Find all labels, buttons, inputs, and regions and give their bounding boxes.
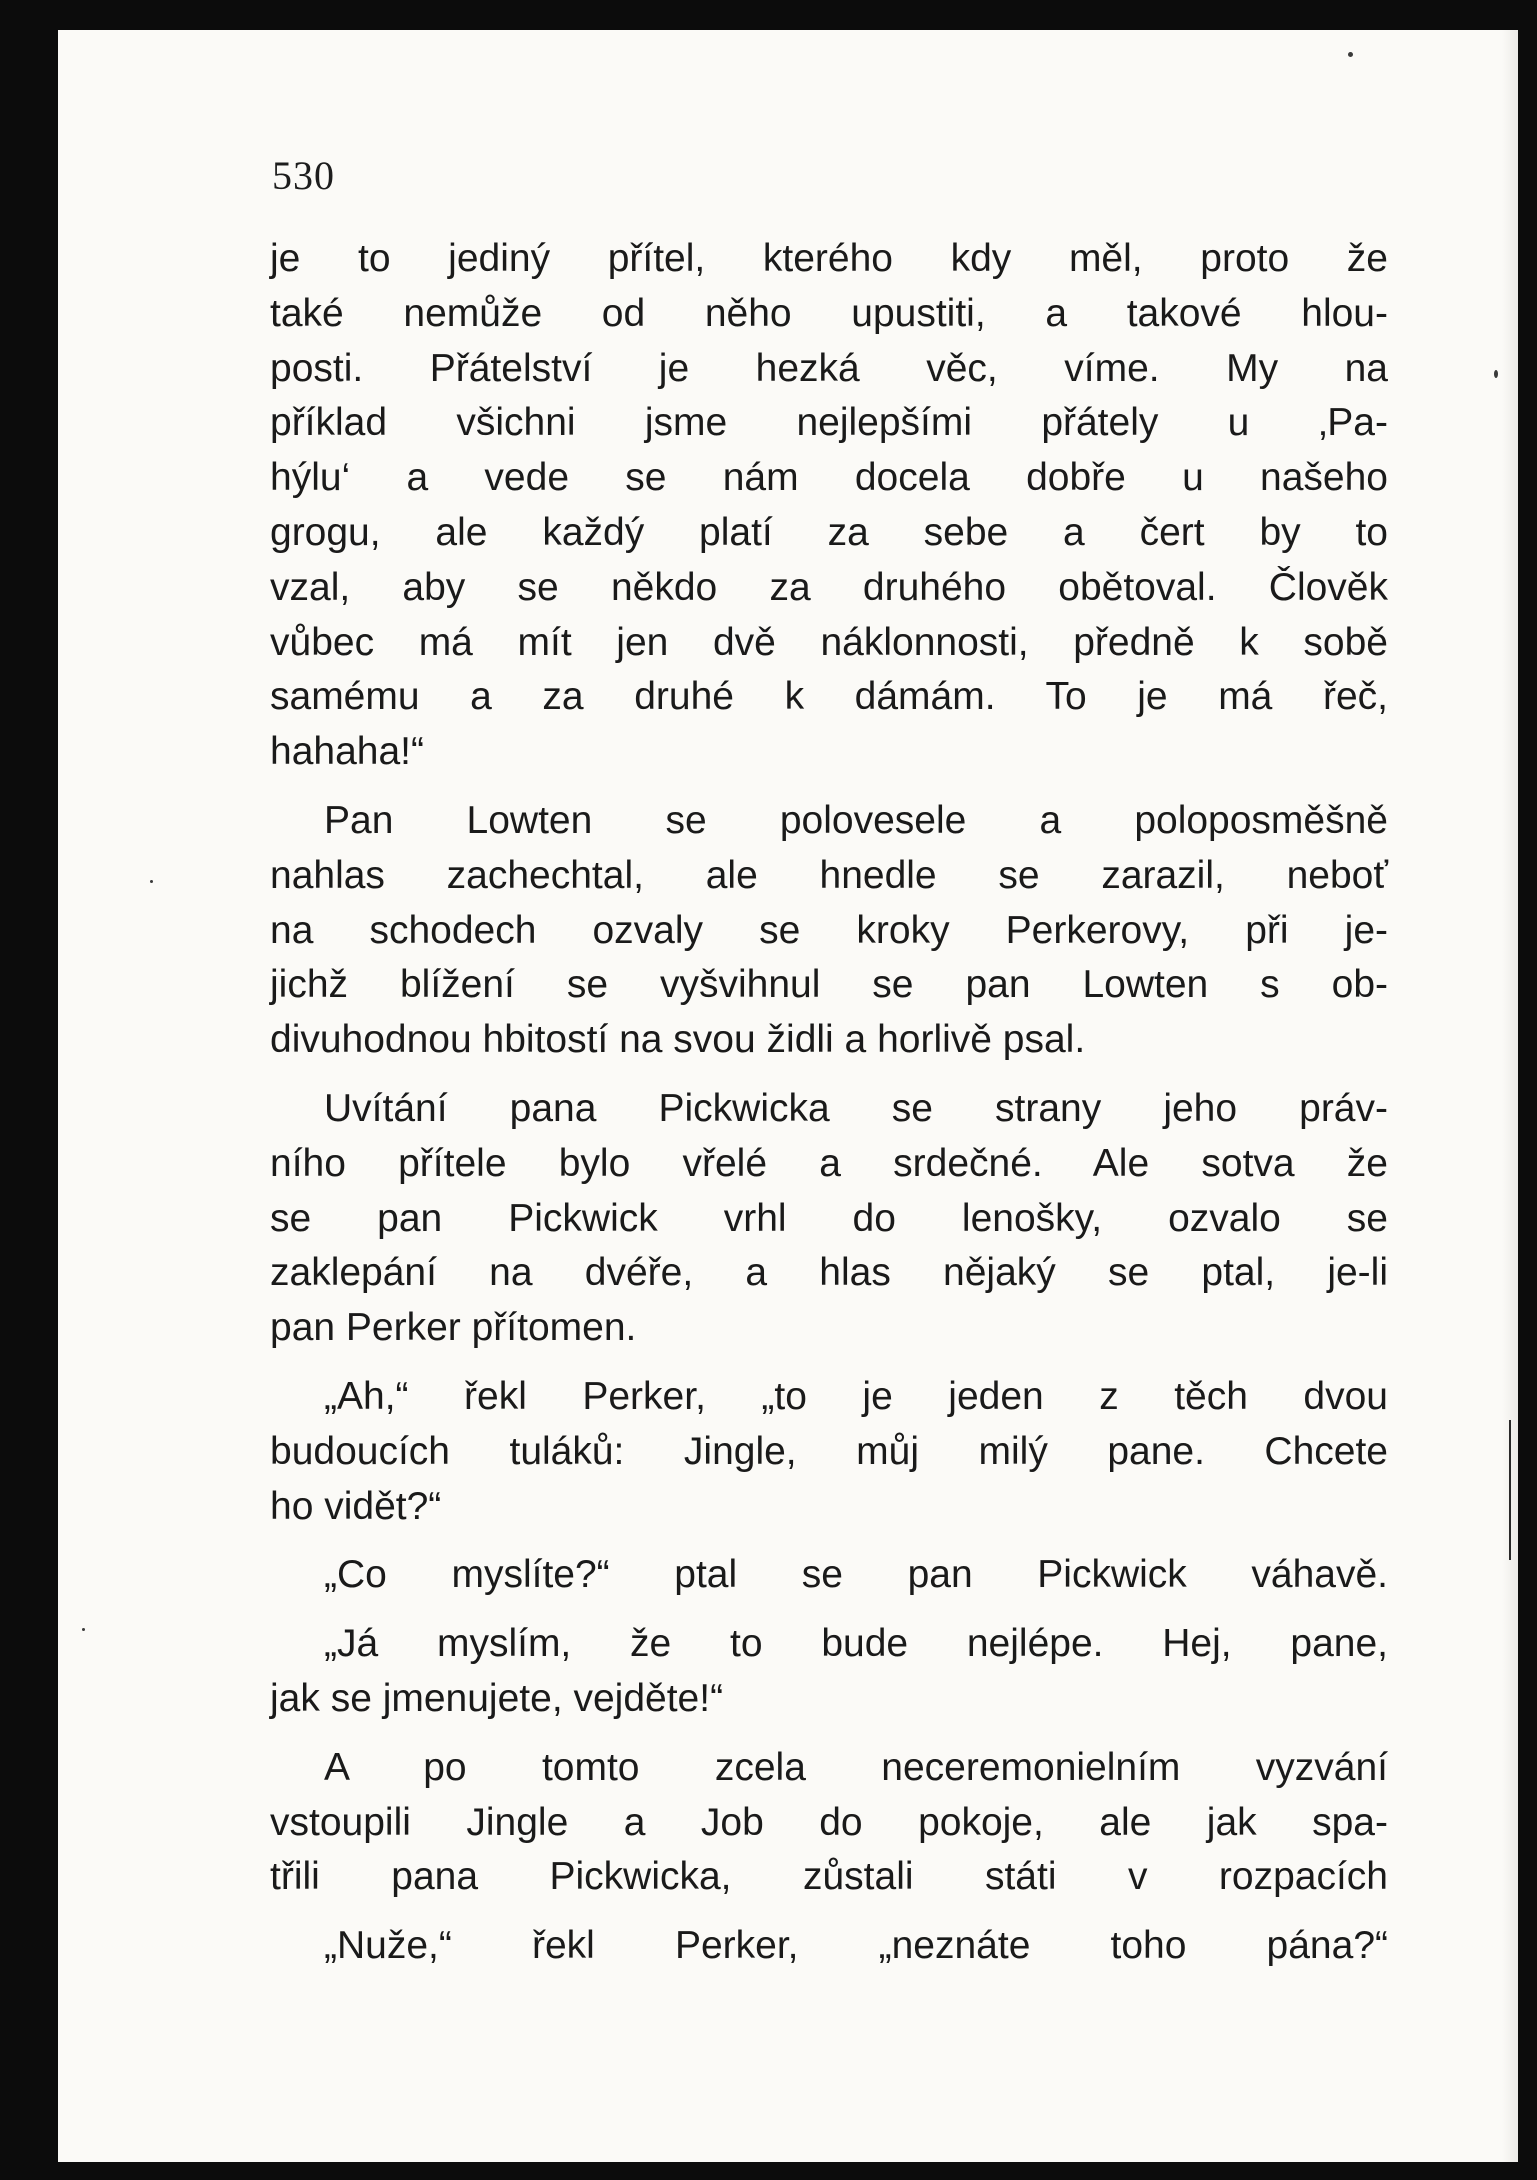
text-line: vzal, aby se někdo za druhého obětoval. Člověk	[270, 565, 1388, 609]
scan-edge-mark	[1509, 1420, 1511, 1560]
scan-speck	[82, 1628, 85, 1631]
paragraph-3	[270, 1082, 1388, 1356]
paragraph-7	[270, 1741, 1388, 1905]
text-line: ního přítele bylo vřelé a srdečné. Ale sotva že	[270, 1141, 1388, 1185]
text-line: „Co myslíte?“ ptal se pan Pickwick váhavě.	[324, 1553, 1388, 1597]
text-line: se pan Pickwick vrhl do lenošky, ozvalo se	[270, 1196, 1388, 1240]
paragraph-5	[270, 1548, 1388, 1603]
text-line: hahaha!“	[270, 730, 424, 774]
text-line: posti. Přátelství je hezká věc, víme. My na	[270, 346, 1388, 390]
text-line: divuhodnou hbitostí na svou židli a horlivě psal.	[270, 1018, 1086, 1062]
text-line: „Nuže,“ řekl Perker, „neznáte toho pána?“	[324, 1924, 1388, 1968]
text-line: grogu, ale každý platí za sebe a čert by to	[270, 510, 1388, 554]
text-line: Pan Lowten se polovesele a poloposměšně	[324, 798, 1388, 842]
text-line: pan Perker přítomen.	[270, 1306, 637, 1350]
scan-speck	[1494, 370, 1498, 378]
paragraph-2	[270, 794, 1388, 1068]
text-line: vstoupili Jingle a Job do pokoje, ale jak spa-	[270, 1800, 1388, 1844]
scan-speck	[150, 880, 153, 883]
page-number: 530	[272, 153, 335, 198]
text-line: Uvítání pana Pickwicka se strany jeho práv-	[324, 1086, 1388, 1130]
text-line: ho vidět?“	[270, 1484, 442, 1528]
text-line: jak se jmenujete, vejděte!“	[270, 1676, 724, 1720]
text-line: příklad všichni jsme nejlepšími přátely u ‚Pa-	[270, 401, 1388, 445]
paragraph-4	[270, 1370, 1388, 1534]
scan-speck	[1348, 52, 1353, 57]
body-text	[270, 232, 1388, 1988]
text-line: hýlu‘ a vede se nám docela dobře u našeho	[270, 456, 1388, 500]
text-line: budoucích tuláků: Jingle, můj milý pane. Chcete	[270, 1429, 1388, 1473]
text-line: nahlas zachechtal, ale hnedle se zarazil, neboť	[270, 853, 1388, 897]
text-line: samému a za druhé k dámám. To je má řeč,	[270, 675, 1388, 719]
text-line: zaklepání na dvéře, a hlas nějaký se ptal, je-li	[270, 1251, 1388, 1295]
text-line: „Ah,“ řekl Perker, „to je jeden z těch dvou	[324, 1374, 1388, 1418]
text-line: jichž blížení se vyšvihnul se pan Lowten s ob-	[270, 963, 1388, 1007]
text-line: A po tomto zcela neceremonielním vyzvání	[324, 1745, 1388, 1789]
page-edge-shadow	[1502, 30, 1518, 2162]
text-line: je to jediný přítel, kterého kdy měl, proto že	[270, 237, 1388, 280]
paragraph-8	[270, 1919, 1388, 1974]
text-line: na schodech ozvaly se kroky Perkerovy, při je-	[270, 908, 1388, 952]
text-line: také nemůže od něho upustiti, a takové hlou-	[270, 291, 1388, 335]
paragraph-1	[270, 232, 1388, 780]
text-line: „Já myslím, že to bude nejlépe. Hej, pane,	[324, 1622, 1388, 1666]
text-line: vůbec má mít jen dvě náklonnosti, předně k sobě	[270, 620, 1388, 664]
paragraph-6	[270, 1617, 1388, 1727]
text-line: třili pana Pickwicka, zůstali státi v rozpacích	[270, 1855, 1388, 1899]
